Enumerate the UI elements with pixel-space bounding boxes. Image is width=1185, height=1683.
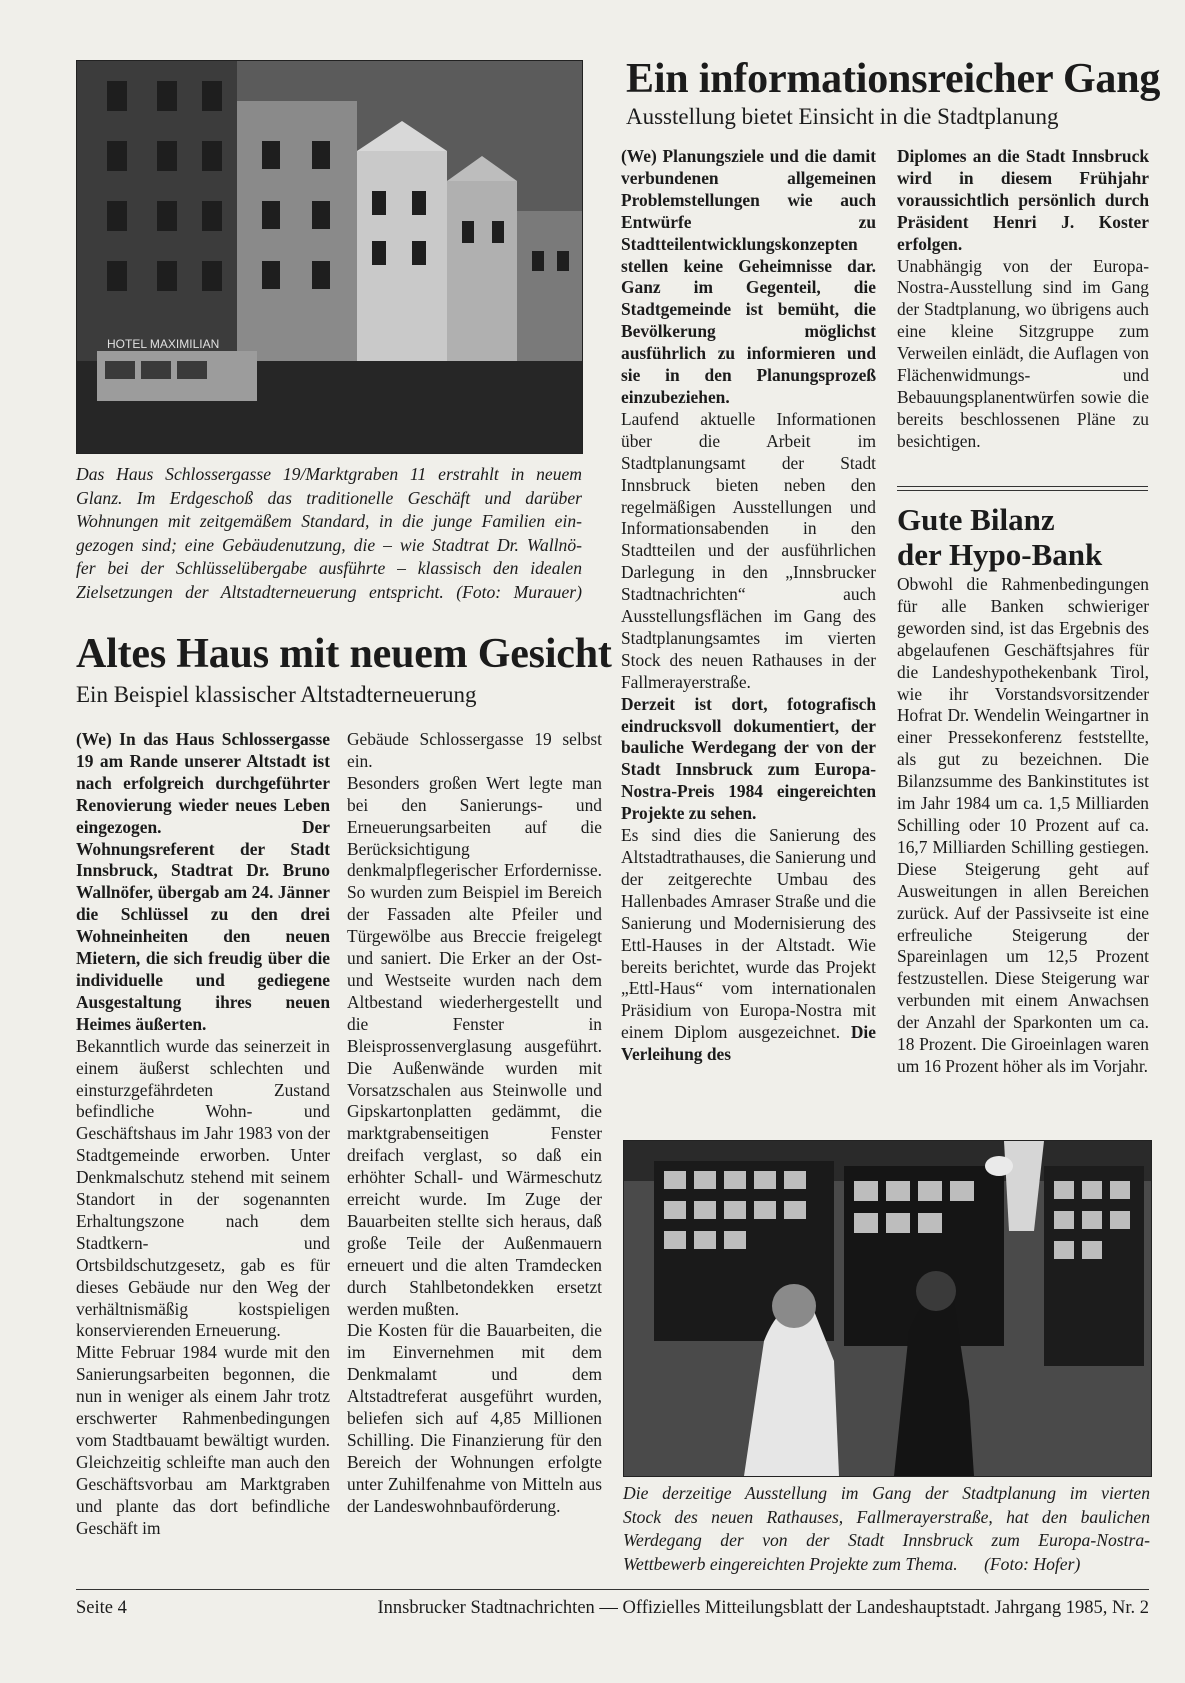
article-bilanz-body xyxy=(897,574,1149,1078)
subheadline-gang: Ausstellung bietet Einsicht in die Stadtplanung xyxy=(626,104,1059,129)
article-gang-col-2 xyxy=(897,146,1149,453)
article-paragraph: Obwohl die Rahmenbedingungen für alle Banken schwieriger geworden sind, ist das Ergebnis des abgelaufenen Geschäftsjahres für die Landeshypothekenbank Tirol, wie ihr Vorstandsvorsitzender Hofrat Dr. Wendelin Weingartner in einer Pressekonferenz feststellte, als gut zu bezeichnen. Die Bilanzsumme des Bankinstitutes ist im Jahr 1984 um ca. 1,5 Milliarden Schilling oder 10 Prozent auf ca. 16,7 Milliarden Schilling gestiegen. Diese Steigerung geht auf Ausweitungen in allen Bereichen zurück. Auf der Passivseite ist eine erfreuliche Steigerung der Spareinlagen um 12,5 Prozent festzustellen. Diese Steigerung war verbunden mit einem Anwachsen der Anzahl der Sparkonten um ca. 18 Prozent. Die Giroeinlagen waren um 16 Prozent höher als im Vorjahr. xyxy=(897,574,1149,1076)
headline-bilanz-line: der Hypo-Bank xyxy=(897,537,1103,572)
photo-schlossergasse xyxy=(76,60,583,454)
caption-bottom-line: Stock des neuen Rathauses, Fallmerayerstraße, hat den baulichen xyxy=(623,1506,1150,1527)
headline-gang: Ein informationsreicher Gang xyxy=(626,56,1161,102)
caption-top xyxy=(76,463,582,604)
photo-ausstellung-illustration xyxy=(624,1141,1151,1476)
article-paragraph-text: Es sind dies die Sanierung des Altstadtrathauses, die Sanierung und der zeitgerechte Umbau des Hallenbades Amraser Straße und die Sanierung und Modernisierung des Ettl-Hauses in der Altstadt. Wie bereits berichtet, wurde das Projekt „Ettl-Haus“ vom internationalen Präsidium von Europa-Nostra mit einem Diplom ausgezeichnet. xyxy=(621,825,877,1043)
article-paragraph: Bekanntlich wurde das seinerzeit in einem äußerst schlechten und einsturzgefährdeten Zustand befindliche Wohn- und Geschäftshaus im Jahr 1983 von der Stadtgemeinde erworben. Unter Denkmalschutz stehend mit seinem Standort in der sogenannten Erhaltungszone nach dem Stadtkern- und Ortsbildschutzgesetz, gab es für dieses Gebäude nur den Weg der verhältnismäßig kostspieligen konservierenden Erneuerung. xyxy=(76,1035,330,1341)
article-lead-paragraph: (We) In das Haus Schlossergasse 19 am Rande unserer Altstadt ist nach erfolgreich durchgeführter Renovierung wieder neues Leben eingezogen. Der Wohnungsreferent der Stadt Innsbruck, Stadtrat Dr. Bruno Wallnöfer, übergab am 24. Jänner die Schlüssel zu den drei Wohneinheiten den neuen Mietern, die sich freudig über die individuelle und gediegene Ausgestaltung ihres neuen Heimes äußerten. xyxy=(76,729,330,1034)
photo-ausstellung xyxy=(623,1140,1152,1477)
caption-bottom xyxy=(623,1482,1150,1576)
hotel-sign: HOTEL MAXIMILIAN xyxy=(107,337,220,351)
article-paragraph: Laufend aktuelle Informationen über die Arbeit im Stadtplanungsamt der Stadt Innsbruck bieten neben den regelmäßigen Ausstellungen und Informationsabenden in den Stadtteilen und der ausführlichen Darlegung in den „Innsbrucker Stadtnachrichten“ auch Ausstellungsflächen im Gang des Stadtplanungsamtes im vierten Stock des neuen Rathauses in der Fallmerayerstraße. xyxy=(621,408,876,692)
subheadline-altes-haus: Ein Beispiel klassischer Altstadterneuerung xyxy=(76,682,477,707)
caption-bottom-line: Werdegang der von der Stadt Innsbruck zum Europa-Nostra- xyxy=(623,1530,1150,1550)
footer-rule xyxy=(76,1589,1149,1590)
footer-publication: Innsbrucker Stadtnachrichten — Offizielles Mitteilungsblatt der Landeshauptstadt. Jahrgang 1985, Nr. 2 xyxy=(377,1598,1149,1618)
caption-top-line: Das Haus Schlossergasse 19/Marktgraben 11 erstrahlt in neuem xyxy=(76,464,582,484)
article-paragraph: Unabhängig von der Europa-Nostra-Ausstellung sind im Gang der Stadtplanung, wo übrigens auch eine kleine Sitzgruppe zum Verweilen einlädt, die Auflagen von Flächenwidmungs- und Bebauungsplanentwürfen sowie die bereits beschlossenen Pläne zu besichtigen. xyxy=(897,255,1149,451)
caption-top-line: gezogen sind; eine Gebäudenutzung, die – wie Stadtrat Dr. Wallnö- xyxy=(76,534,582,555)
article-paragraph xyxy=(621,825,876,1066)
article-paragraph: Besonders großen Wert legte man bei den Sanierungs- und Erneuerungsarbeiten auf die Berücksichtigung denkmalpflegerischer Erfordernisse. So wurden zum Beispiel im Bereich der Fassaden alte Pfeiler und Türgewölbe aus Breccie freigelegt und saniert. Die Erker an der Ost- und Westseite wurden nach dem Altbestand wiederhergestellt und die Fenster in Bleisprossenverglasung ausgeführt. Die Außenwände wurden mit Vorsatzschalen aus Steinwolle und Gipskartonplatten gedämmt, die marktgrabenseitigen Fenster dreifach verglast, so daß ein erhöhter Schall- und Wärmeschutz erreicht wurde. Im Zuge der Bauarbeiten stellte sich heraus, daß große Teile der Außenmauern erneuert und die alten Tramdecken durch Stahlbetondekken ersetzt werden mußten. xyxy=(347,772,602,1319)
caption-top-line: Wohnungen mit zeitgemäßem Standard, in die junge Familien ein- xyxy=(76,511,582,531)
article-paragraph: Gebäude Schlossergasse 19 selbst ein. xyxy=(347,729,602,771)
caption-bottom-line: Wettbewerb eingereichten Projekte zum Thema. (Foto: Hofer) xyxy=(623,1553,1081,1574)
caption-top-line: Zielsetzungen der Altstadterneuerung entspricht. (Foto: Murauer) xyxy=(76,581,582,602)
article-paragraph: Mitte Februar 1984 wurde mit den Sanierungsarbeiten begonnen, die nun in weniger als einem Jahr trotz erschwerter Rahmenbedingungen vom Stadtbauamt bewältigt wurden. Gleichzeitig schleifte man auch den Geschäftsvorbau am Marktgraben und plante das dort befindliche Geschäft im xyxy=(76,1342,330,1538)
caption-top-line: Glanz. Im Erdgeschoß das traditionelle Geschäft und darüber xyxy=(76,487,582,508)
article-paragraph-tail: Die Verleihung des xyxy=(621,1022,876,1065)
caption-top-line: fer bei der Schlüsselübergabe ausführte – klassisch den idealen xyxy=(76,558,582,578)
article-bold-paragraph: Derzeit ist dort, fotografisch eindrucksvoll dokumentiert, der bauliche Werdegang der von der Stadt Innsbruck zum Europa-Nostra-Preis 1984 eingereichten Projekte zu sehen. xyxy=(621,693,876,824)
headline-altes-haus: Altes Haus mit neuem Gesicht xyxy=(76,631,612,677)
article-altes-haus-col-2 xyxy=(347,729,602,1518)
headline-bilanz-line: Gute Bilanz xyxy=(897,502,1055,537)
photo-schlossergasse-illustration xyxy=(77,61,582,453)
article-paragraph: Die Kosten für die Bauarbeiten, die im Einvernehmen mit dem Denkmalamt und dem Altstadtreferat ausgeführt wurden, beliefen sich auf 4,85 Millionen Schilling. Die Finanzierung für den Bereich der Wohnungen erfolgte unter Zuhilfenahme von Mitteln aus der Landeswohnbauförderung. xyxy=(347,1320,602,1516)
caption-bottom-line: Die derzeitige Ausstellung im Gang der Stadtplanung im vierten xyxy=(623,1483,1150,1503)
article-lead-paragraph: Diplomes an die Stadt Innsbruck wird in diesem Frühjahr voraussichtlich persönlich durch Präsident Henri J. Koster erfolgen. xyxy=(897,146,1149,254)
section-divider xyxy=(897,486,1148,491)
article-altes-haus-col-1 xyxy=(76,729,330,1540)
article-lead-paragraph: (We) Planungsziele und die damit verbundenen allgemeinen Problemstellungen wie auch Entwürfe zu Stadtteilentwicklungskonzepten stellen keine Geheimnisse dar. Ganz im Gegenteil, die Stadtgemeinde ist bemüht, die Bevölkerung möglichst ausführlich zu informieren und sie in den Planungsprozeß einzubeziehen. xyxy=(621,146,876,407)
headline-bilanz xyxy=(897,502,1102,572)
footer-page-number: Seite 4 xyxy=(76,1598,127,1618)
article-gang-col-1 xyxy=(621,146,876,1066)
